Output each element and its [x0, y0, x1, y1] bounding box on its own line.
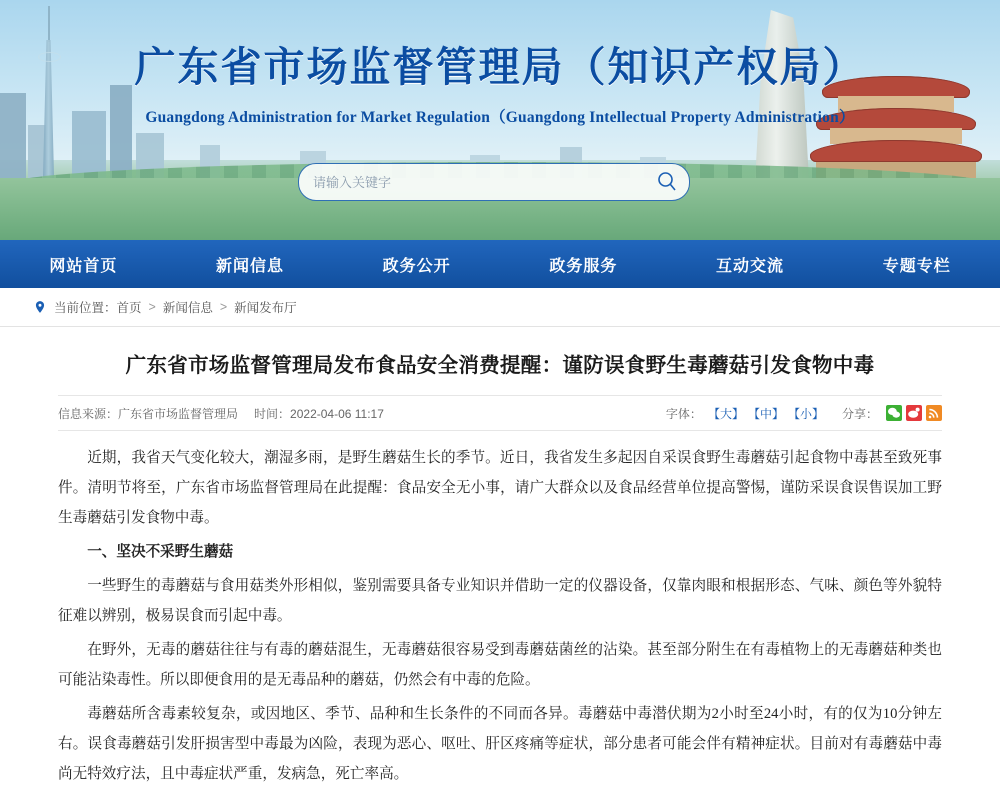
article [58, 327, 942, 789]
breadcrumb-separator: > [148, 300, 156, 314]
location-pin-icon [33, 300, 47, 314]
breadcrumb-item-press-room[interactable]: 新闻发布厅 [234, 301, 297, 315]
site-title-block [0, 34, 1000, 127]
breadcrumb-separator: > [219, 300, 228, 314]
breadcrumb [0, 288, 1000, 327]
wechat-share-icon[interactable] [886, 405, 902, 421]
rss-share-icon[interactable] [926, 405, 942, 421]
font-size-label: 字体： [665, 406, 702, 421]
article-meta-bar [58, 395, 942, 431]
article-paragraph: 在野外，无毒的蘑菇往往与有毒的蘑菇混生，无毒蘑菇很容易受到毒蘑菇菌丝的沾染。甚至部分附生在有毒植物上的无毒蘑菇种类也可能沾染毒性。所以即便食用的是无毒品种的蘑菇，仍然会有中毒的危险。 [58, 642, 942, 688]
article-paragraph: 一些野生的毒蘑菇与食用菇类外形相似，鉴别需要具备专业知识并借助一定的仪器设备，仅靠肉眼和根据形态、气味、颜色等外貌特征难以辨别，极易误食而引起中毒。 [58, 578, 942, 624]
share-label: 分享： [841, 406, 878, 421]
article-meta-right [666, 405, 942, 422]
site-banner [0, 0, 1000, 240]
article-body [58, 431, 942, 789]
article-paragraph: 毒蘑菇所含毒素较复杂，或因地区、季节、品种和生长条件的不同而各异。毒蘑菇中毒潜伏期为2小时至24小时，有的仅为10分钟左右。误食毒蘑菇引发肝损害型中毒最为凶险，表现为恶心、呕吐、肝区疼痛等症状，部分患者可能会伴有精神症状。目前对有毒蘑菇中毒尚无特效疗法，且中毒症状严重，发病急，死亡率高。 [58, 706, 942, 782]
article-paragraph: 近期，我省天气变化较大，潮湿多雨，是野生蘑菇生长的季节。近日，我省发生多起因自采误食野生毒蘑菇引起食物中毒甚至致死事件。清明节将至，广东省市场监督管理局在此提醒：食品安全无小事，请广大群众以及食品经营单位提高警惕，谨防采误食误售误加工野生毒蘑菇引发食物中毒。 [58, 450, 942, 526]
weibo-share-icon[interactable] [906, 405, 922, 421]
article-time-value: 2022-04-06 11:17 [290, 406, 384, 421]
breadcrumb-label: 当前位置： [54, 301, 117, 315]
article-meta-left [58, 405, 384, 422]
article-time [254, 405, 384, 422]
search-box[interactable] [298, 163, 690, 201]
article-subheading: 一、坚决不采野生蘑菇 [87, 544, 234, 560]
article-time-label: 时间： [254, 406, 291, 421]
article-source [58, 405, 238, 422]
nav-item-services[interactable]: 政务服务 [549, 257, 618, 275]
nav-item-topics[interactable]: 专题专栏 [882, 257, 951, 275]
page-title: 广东省市场监督管理局发布食品安全消费提醒：谨防误食野生毒蘑菇引发食物中毒 [125, 355, 875, 377]
nav-item-news[interactable]: 新闻信息 [216, 257, 285, 275]
search-button[interactable] [645, 165, 689, 199]
breadcrumb-item-news[interactable]: 新闻信息 [162, 301, 213, 315]
site-title-en: Guangdong Administration for Market Regulation（Guangdong Intellectual Property Administration） [145, 109, 855, 126]
breadcrumb-item-home[interactable]: 首页 [116, 301, 142, 315]
nav-item-affairs[interactable]: 政务公开 [382, 257, 451, 275]
search-icon [655, 169, 679, 196]
nav-item-interact[interactable]: 互动交流 [716, 257, 785, 275]
main-navigation [0, 240, 1000, 288]
article-source-label: 信息来源： [58, 406, 119, 421]
article-source-value: 广东省市场监督管理局 [118, 406, 239, 421]
font-size-medium-button[interactable]: 【中】 [747, 406, 784, 421]
nav-item-home[interactable]: 网站首页 [49, 257, 118, 275]
search-input[interactable] [299, 175, 645, 190]
font-size-large-button[interactable]: 【大】 [707, 406, 744, 421]
font-size-small-button[interactable]: 【小】 [787, 406, 824, 421]
site-title-cn: 广东省市场监督管理局（知识产权局） [134, 44, 866, 90]
